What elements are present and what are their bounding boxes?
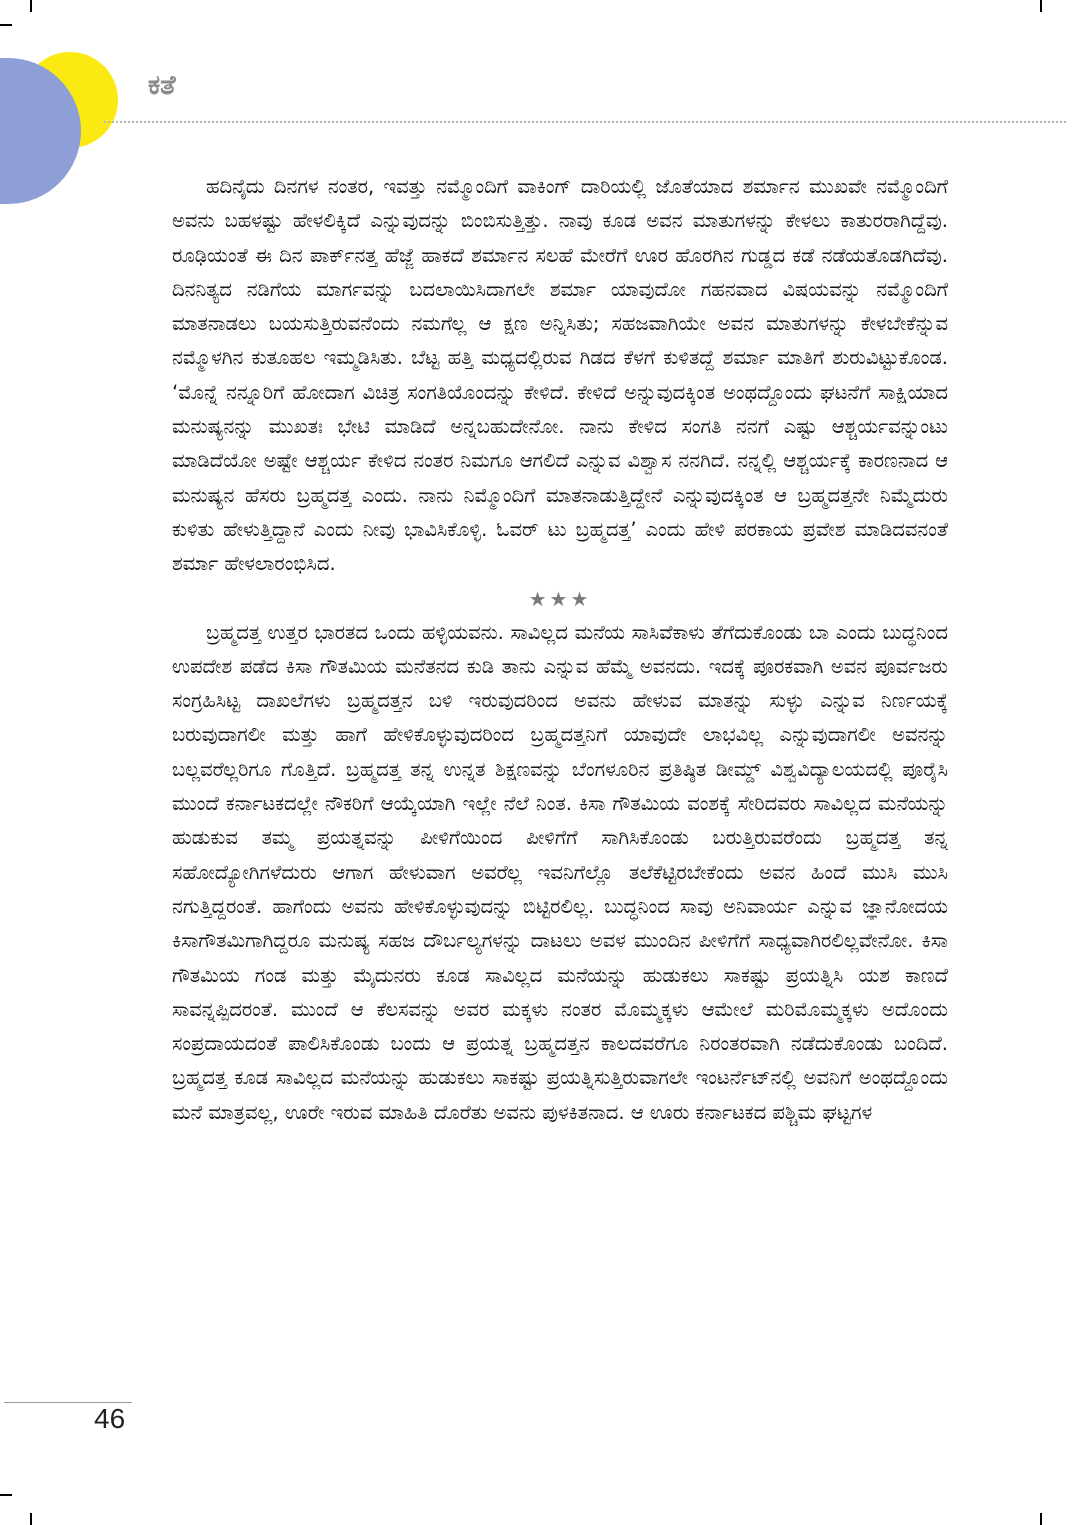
- story-body: [172, 170, 948, 1130]
- blue-half-circle-edge: [0, 58, 8, 204]
- header-dotted-rule: [104, 121, 1066, 123]
- crop-mark-bottom-right: [1040, 1513, 1042, 1525]
- crop-mark-left-upper: [0, 24, 12, 26]
- crop-mark-top-right: [1040, 0, 1042, 12]
- story-paragraph-2: ಬ್ರಹ್ಮದತ್ತ ಉತ್ತರ ಭಾರತದ ಒಂದು ಹಳ್ಳಿಯವನು. ಸಾವಿಲ್ಲದ ಮನೆಯ ಸಾಸಿವೆಕಾಳು ತೆಗೆದುಕೊಂಡು ಬಾ ಎಂದು ಬುದ್ಧನಿಂದ ಉಪದೇಶ ಪಡೆದ ಕಿಸಾ ಗೌತಮಿಯ ಮನೆತನದ ಕುಡಿ ತಾನು ಎನ್ನುವ ಹೆಮ್ಮೆ ಅವನದು. ಇದಕ್ಕೆ ಪೂರಕವಾಗಿ ಅವನ ಪೂರ್ವಜರು ಸಂಗ್ರಹಿಸಿಟ್ಟ ದಾಖಲೆಗಳು ಬ್ರಹ್ಮದತ್ತನ ಬಳಿ ಇರುವುದರಿಂದ ಅವನು ಹೇಳುವ ಮಾತನ್ನು ಸುಳ್ಳು ಎನ್ನುವ ನಿರ್ಣಯಕ್ಕೆ ಬರುವುದಾಗಲೀ ಮತ್ತು ಹಾಗೆ ಹೇಳಿಕೊಳ್ಳುವುದರಿಂದ ಬ್ರಹ್ಮದತ್ತನಿಗೆ ಯಾವುದೇ ಲಾಭವಿಲ್ಲ ಎನ್ನುವುದಾಗಲೀ ಅವನನ್ನು ಬಲ್ಲವರೆಲ್ಲರಿಗೂ ಗೊತ್ತಿದೆ. ಬ್ರಹ್ಮದತ್ತ ತನ್ನ ಉನ್ನತ ಶಿಕ್ಷಣವನ್ನು ಬೆಂಗಳೂರಿನ ಪ್ರತಿಷ್ಠಿತ ಡೀಮ್ಡ್ ವಿಶ್ವವಿದ್ಯಾಲಯದಲ್ಲಿ ಪೂರೈಸಿ ಮುಂದೆ ಕರ್ನಾಟಕದಲ್ಲೇ ನೌಕರಿಗೆ ಆಯ್ಕೆಯಾಗಿ ಇಲ್ಲೇ ನೆಲೆ ನಿಂತ. ಕಿಸಾ ಗೌತಮಿಯ ವಂಶಕ್ಕೆ ಸೇರಿದವರು ಸಾವಿಲ್ಲದ ಮನೆಯನ್ನು ಹುಡುಕುವ ತಮ್ಮ ಪ್ರಯತ್ನವನ್ನು ಪೀಳಿಗೆಯಿಂದ ಪೀಳಿಗೆಗೆ ಸಾಗಿಸಿಕೊಂಡು ಬರುತ್ತಿರುವರೆಂದು ಬ್ರಹ್ಮದತ್ತ ತನ್ನ ಸಹೋದ್ಯೋಗಿಗಳೆದುರು ಆಗಾಗ ಹೇಳುವಾಗ ಅವರೆಲ್ಲ ಇವನಿಗೆಲ್ಲೊ ತಲೆಕೆಟ್ಟಿರಬೇಕೆಂದು ಅವನ ಹಿಂದೆ ಮುಸಿ ಮುಸಿ ನಗುತ್ತಿದ್ದರಂತೆ. ಹಾಗೆಂದು ಅವನು ಹೇಳಿಕೊಳ್ಳುವುದನ್ನು ಬಿಟ್ಟಿರಲಿಲ್ಲ. ಬುದ್ಧನಿಂದ ಸಾವು ಅನಿವಾರ್ಯ ಎನ್ನುವ ಜ್ಞಾನೋದಯ ಕಿಸಾಗೌತಮಿಗಾಗಿದ್ದರೂ ಮನುಷ್ಯ ಸಹಜ ದೌರ್ಬಲ್ಯಗಳನ್ನು ದಾಟಲು ಅವಳ ಮುಂದಿನ ಪೀಳಿಗೆಗೆ ಸಾಧ್ಯವಾಗಿರಲಿಲ್ಲವೇನೋ. ಕಿಸಾ ಗೌತಮಿಯ ಗಂಡ ಮತ್ತು ಮೈದುನರು ಕೂಡ ಸಾವಿಲ್ಲದ ಮನೆಯನ್ನು ಹುಡುಕಲು ಸಾಕಷ್ಟು ಪ್ರಯತ್ನಿಸಿ ಯಶ ಕಾಣದೆ ಸಾವನ್ನಪ್ಪಿದರಂತೆ. ಮುಂದೆ ಆ ಕೆಲಸವನ್ನು ಅವರ ಮಕ್ಕಳು ನಂತರ ಮೊಮ್ಮಕ್ಕಳು ಆಮೇಲೆ ಮರಿಮೊಮ್ಮಕ್ಕಳು ಅದೊಂದು ಸಂಪ್ರದಾಯದಂತೆ ಪಾಲಿಸಿಕೊಂಡು ಬಂದು ಆ ಪ್ರಯತ್ನ ಬ್ರಹ್ಮದತ್ತನ ಕಾಲದವರೆಗೂ ನಿರಂತರವಾಗಿ ನಡೆದುಕೊಂಡು ಬಂದಿದೆ. ಬ್ರಹ್ಮದತ್ತ ಕೂಡ ಸಾವಿಲ್ಲದ ಮನೆಯನ್ನು ಹುಡುಕಲು ಸಾಕಷ್ಟು ಪ್ರಯತ್ನಿಸುತ್ತಿರುವಾಗಲೇ ಇಂಟರ್ನೆಟ್‌ನಲ್ಲಿ ಅವನಿಗೆ ಅಂಥದ್ದೊಂದು ಮನೆ ಮಾತ್ರವಲ್ಲ, ಊರೇ ಇರುವ ಮಾಹಿತಿ ದೊರೆತು ಅವನು ಪುಳಕಿತನಾದ. ಆ ಊರು ಕರ್ನಾಟಕದ ಪಶ್ಚಿಮ ಘಟ್ಟಗಳ: [172, 620, 948, 1124]
- crop-mark-top-left: [30, 0, 32, 12]
- decorative-circles: [0, 50, 120, 210]
- section-separator: ★★★: [528, 586, 592, 611]
- story-paragraph-1: ಹದಿನೈದು ದಿನಗಳ ನಂತರ, ಇವತ್ತು ನಮ್ಮೊಂದಿಗೆ ವಾಕಿಂಗ್ ದಾರಿಯಲ್ಲಿ ಜೊತೆಯಾದ ಶರ್ಮಾನ ಮುಖವೇ ನಮ್ಮೊಂದಿಗೆ ಅವನು ಬಹಳಷ್ಟು ಹೇಳಲಿಕ್ಕಿದೆ ಎನ್ನುವುದನ್ನು ಬಿಂಬಿಸುತ್ತಿತ್ತು. ನಾವು ಕೂಡ ಅವನ ಮಾತುಗಳನ್ನು ಕೇಳಲು ಕಾತುರರಾಗಿದ್ದೆವು. ರೂಢಿಯಂತೆ ಈ ದಿನ ಪಾರ್ಕ್‌ನತ್ತ ಹೆಜ್ಜೆ ಹಾಕದೆ ಶರ್ಮಾನ ಸಲಹೆ ಮೇರೆಗೆ ಊರ ಹೊರಗಿನ ಗುಡ್ಡದ ಕಡೆ ನಡೆಯತೊಡಗಿದೆವು. ದಿನನಿತ್ಯದ ನಡಿಗೆಯ ಮಾರ್ಗವನ್ನು ಬದಲಾಯಿಸಿದಾಗಲೇ ಶರ್ಮಾ ಯಾವುದೋ ಗಹನವಾದ ವಿಷಯವನ್ನು ನಮ್ಮೊಂದಿಗೆ ಮಾತನಾಡಲು ಬಯಸುತ್ತಿರುವನೆಂದು ನಮಗೆಲ್ಲ ಆ ಕ್ಷಣ ಅನ್ನಿಸಿತು; ಸಹಜವಾಗಿಯೇ ಅವನ ಮಾತುಗಳನ್ನು ಕೇಳಬೇಕೆನ್ನುವ ನಮ್ಮೊಳಗಿನ ಕುತೂಹಲ ಇಮ್ಮಡಿಸಿತು. ಬೆಟ್ಟ ಹತ್ತಿ ಮಧ್ಯದಲ್ಲಿರುವ ಗಿಡದ ಕೆಳಗೆ ಕುಳಿತದ್ದೆ ಶರ್ಮಾ ಮಾತಿಗೆ ಶುರುವಿಟ್ಟುಕೊಂಡ. ‘ಮೊನ್ನೆ ನನ್ನೂರಿಗೆ ಹೋದಾಗ ವಿಚಿತ್ರ ಸಂಗತಿಯೊಂದನ್ನು ಕೇಳಿದೆ. ಕೇಳಿದೆ ಅನ್ನುವುದಕ್ಕಿಂತ ಅಂಥದ್ದೊಂದು ಘಟನೆಗೆ ಸಾಕ್ಷಿಯಾದ ಮನುಷ್ಯನನ್ನು ಮುಖತಃ ಭೇಟಿ ಮಾಡಿದೆ ಅನ್ನಬಹುದೇನೋ. ನಾನು ಕೇಳಿದ ಸಂಗತಿ ನನಗೆ ಎಷ್ಟು ಆಶ್ಚರ್ಯವನ್ನುಂಟು ಮಾಡಿದೆಯೋ ಅಷ್ಟೇ ಆಶ್ಚರ್ಯ ಕೇಳಿದ ನಂತರ ನಿಮಗೂ ಆಗಲಿದೆ ಎನ್ನುವ ವಿಶ್ವಾಸ ನನಗಿದೆ. ನನ್ನಲ್ಲಿ ಆಶ್ಚರ್ಯಕ್ಕೆ ಕಾರಣನಾದ ಆ ಮನುಷ್ಯನ ಹೆಸರು ಬ್ರಹ್ಮದತ್ತ ಎಂದು. ನಾನು ನಿಮ್ಮೊಂದಿಗೆ ಮಾತನಾಡುತ್ತಿದ್ದೇನೆ ಎನ್ನುವುದಕ್ಕಿಂತ ಆ ಬ್ರಹ್ಮದತ್ತನೇ ನಿಮ್ಮೆದುರು ಕುಳಿತು ಹೇಳುತ್ತಿದ್ದಾನೆ ಎಂದು ನೀವು ಭಾವಿಸಿಕೊಳ್ಳಿ. ಓವರ್ ಟು ಬ್ರಹ್ಮದತ್ತ’ ಎಂದು ಹೇಳಿ ಪರಕಾಯ ಪ್ರವೇಶ ಮಾಡಿದವನಂತೆ ಶರ್ಮಾ ಹೇಳಲಾರಂಭಿಸಿದ.: [172, 175, 948, 576]
- page-number: 46: [94, 1403, 126, 1434]
- section-title: ಕತೆ: [148, 70, 176, 101]
- crop-mark-bottom-left: [30, 1513, 32, 1525]
- crop-mark-left-lower: [0, 1494, 12, 1496]
